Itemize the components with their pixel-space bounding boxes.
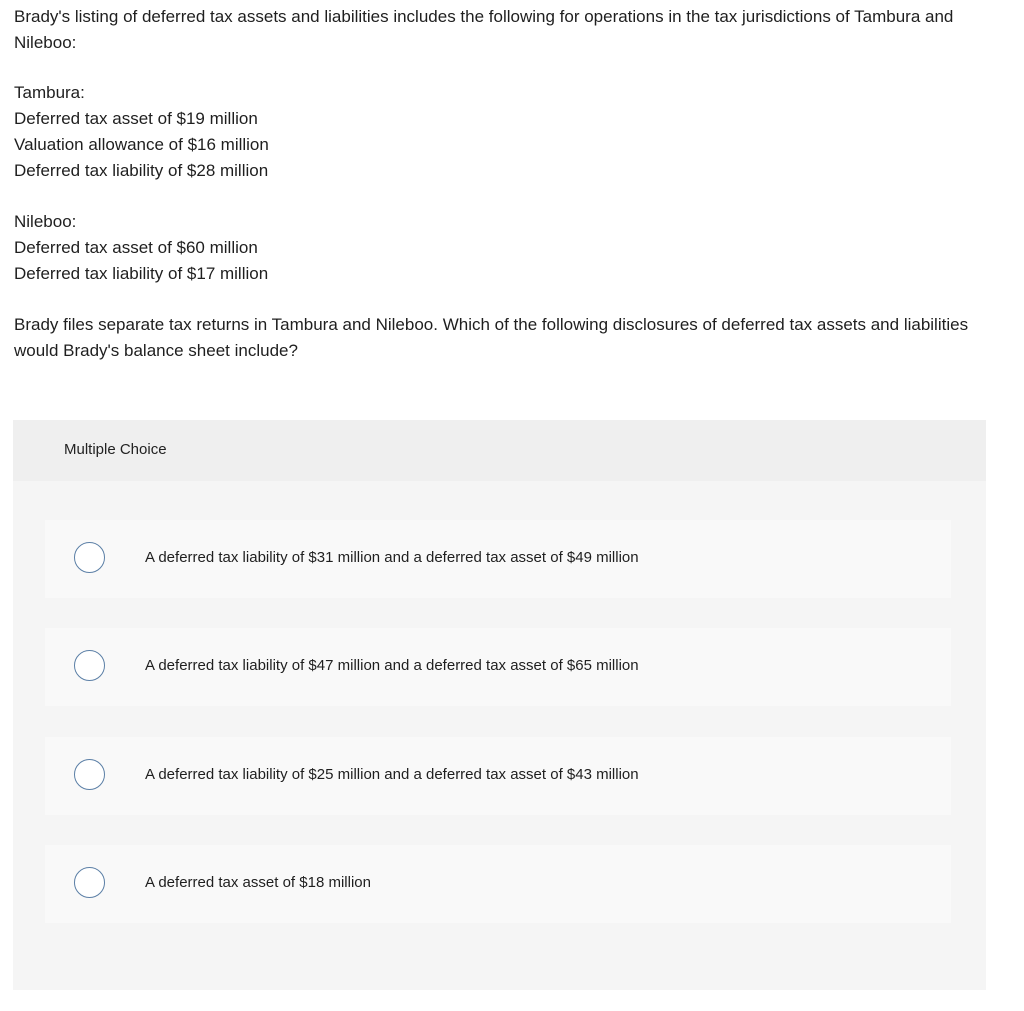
radio-button-icon[interactable]	[74, 542, 105, 573]
choice-label: A deferred tax liability of $47 million and a deferred tax asset of $65 million	[145, 657, 639, 674]
choice-label: A deferred tax liability of $31 million and a deferred tax asset of $49 million	[145, 549, 639, 566]
radio-button-icon[interactable]	[74, 759, 105, 790]
jurisdiction-line: Deferred tax liability of $28 million	[14, 161, 269, 180]
jurisdiction-line: Valuation allowance of $16 million	[14, 135, 269, 154]
jurisdiction-line: Deferred tax asset of $60 million	[14, 238, 258, 257]
jurisdiction-line: Deferred tax liability of $17 million	[14, 264, 269, 283]
choice-option-3[interactable]	[45, 737, 951, 815]
choice-option-1[interactable]	[45, 520, 951, 598]
jurisdiction-name: Nileboo:	[14, 212, 77, 231]
choice-option-4[interactable]	[45, 845, 951, 923]
question-prompt: Brady files separate tax returns in Tambura and Nileboo. Which of the following disclosures of deferred tax assets and liabilities would Brady's balance sheet include?	[14, 315, 969, 360]
jurisdiction-nileboo	[14, 209, 999, 287]
jurisdiction-name: Tambura:	[14, 83, 85, 102]
question-text	[14, 4, 999, 363]
jurisdiction-line: Deferred tax asset of $19 million	[14, 109, 258, 128]
multiple-choice-panel	[13, 420, 986, 990]
choice-label: A deferred tax liability of $25 million and a deferred tax asset of $43 million	[145, 766, 639, 783]
radio-button-icon[interactable]	[74, 650, 105, 681]
multiple-choice-header	[13, 420, 986, 481]
choice-label: A deferred tax asset of $18 million	[145, 874, 371, 891]
choice-option-2[interactable]	[45, 628, 951, 706]
question-intro: Brady's listing of deferred tax assets and liabilities includes the following for operations in the tax jurisdictions of Tambura and Nileboo:	[14, 7, 954, 52]
radio-button-icon[interactable]	[74, 867, 105, 898]
multiple-choice-label: Multiple Choice	[64, 441, 167, 458]
jurisdiction-tambura	[14, 80, 999, 184]
